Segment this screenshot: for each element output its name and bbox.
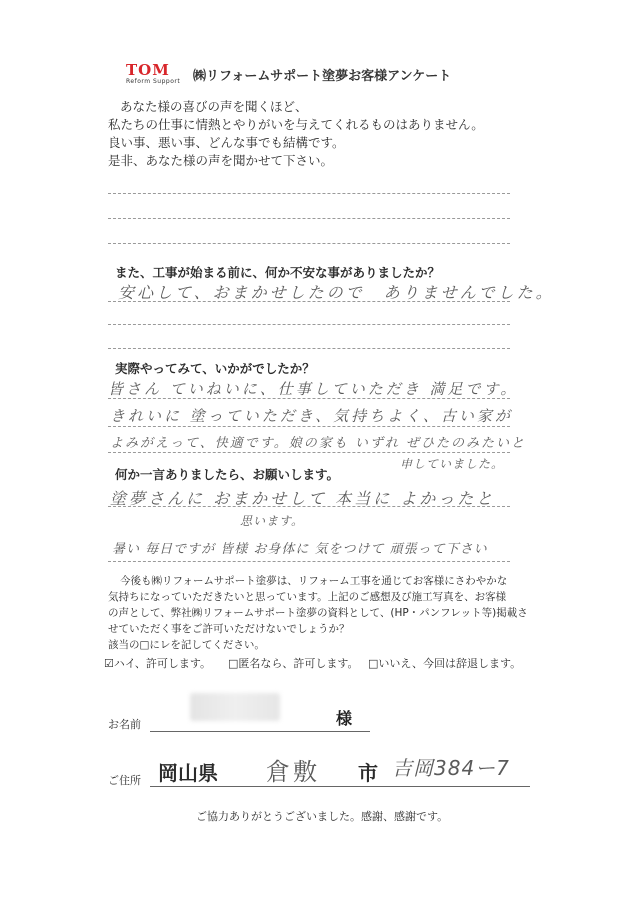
answer-line [108,348,510,349]
answer-line [108,193,510,194]
answer-line [108,301,510,302]
intro-line-2: 私たちの仕事に情熱とやりがいを与えてくれるものはありません。 [108,117,484,132]
answer-3-line-1: 塗夢さんに おまかせして 本当に よかったと [110,489,496,508]
answer-3-line-2: 思います。 [240,514,305,528]
address-city-handwritten: 倉敷 [266,758,320,786]
permission-line-3: の声として、弊社㈱リフォームサポート塗夢の資料として、(HP・パンフレット等)掲載さ [108,607,528,619]
answer-line [108,218,510,219]
survey-title: ㈱リフォームサポート塗夢お客様アンケート [193,69,452,84]
question-3: 何か一言ありましたら、お願いします。 [115,467,340,482]
answer-line [108,426,510,427]
name-suffix: 様 [336,709,353,728]
redacted-name [190,693,280,721]
answer-line [108,398,510,399]
question-1: また、工事が始まる前に、何か不安な事がありましたか？ [115,265,441,280]
checkbox-anonymous[interactable]: □匿名なら、許可します。 [228,657,359,670]
address-city-suffix: 市 [358,761,378,785]
answer-line [108,324,510,325]
answer-2-line-3: よみがえって、快適です。娘の家も いずれ ぜひたのみたいと [110,436,526,451]
address-street-handwritten: 吉岡384ー7 [392,756,510,780]
address-underline [150,786,530,787]
checkbox-yes[interactable]: ☑ハイ、許可します。 [104,657,211,670]
answer-3-line-3: 暑い 毎日ですが 皆様 お身体に 気をつけて 頑張って下さい [112,542,488,557]
company-logo [126,62,184,92]
thanks-message: ご協力ありがとうございました。感謝、感謝です。 [196,810,449,823]
answer-2-line-2: きれいに 塗っていただき、気持ちよく、古い家が [110,407,513,425]
address-prefecture: 岡山県 [158,761,218,785]
logo-mark: TOM [126,61,170,79]
name-underline [150,731,370,732]
name-label: お名前 [108,718,141,731]
answer-1-handwritten: 安心して、おまかせしたので ありませんでした。 [118,283,555,302]
answer-2-line-1: 皆さん ていねいに、仕事していただき 満足です。 [108,380,519,398]
answer-line [108,506,510,507]
question-2: 実際やってみて、いかがでしたか？ [115,361,315,376]
permission-line-4: せていただく事をご許可いただけないでしょうか？ [108,623,350,635]
answer-line [108,452,510,453]
permission-line-2: 気持ちになっていただきたいと思っています。上記のご感想及び施工写真を、お客様 [108,591,507,603]
address-label: ご住所 [108,774,141,787]
answer-line [108,243,510,244]
intro-line-1: あなた様の喜びの声を聞くほど、 [120,99,308,114]
permission-line-5: 該当の□にレを記してください。 [108,639,265,651]
intro-line-4: 是非、あなた様の声を聞かせて下さい。 [108,153,334,168]
answer-2-line-4: 申していました。 [400,457,505,471]
permission-line-1: 今後も㈱リフォームサポート塗夢は、リフォーム工事を通じてお客様にさわやかな [120,575,508,587]
intro-line-3: 良い事、悪い事、どんな事でも結構です。 [108,135,345,150]
answer-line [108,561,510,562]
checkbox-no[interactable]: □いいえ、今回は辞退します。 [368,657,522,670]
logo-subtitle: Reform Support [126,78,181,85]
